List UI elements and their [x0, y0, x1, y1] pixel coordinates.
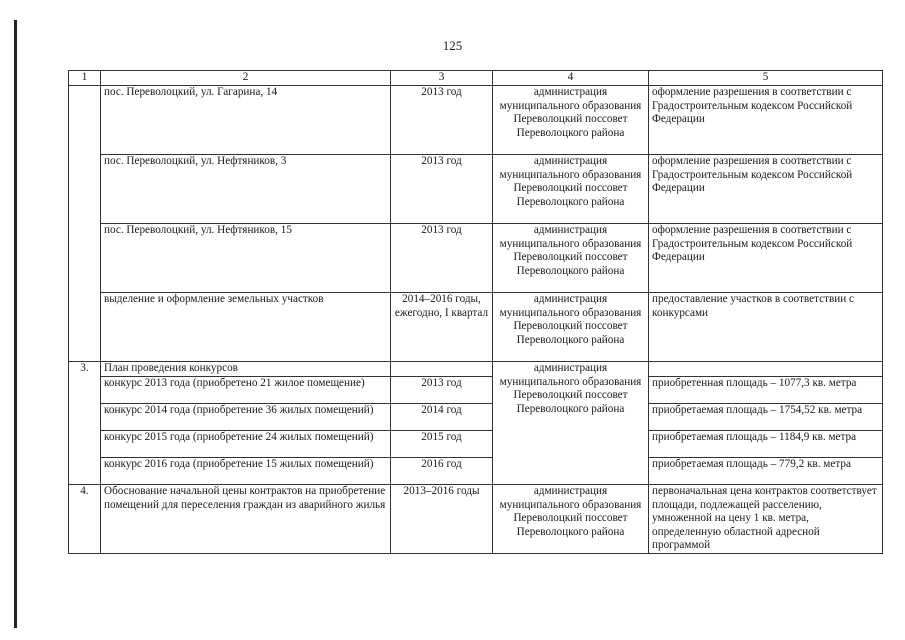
- program-table: [68, 70, 883, 554]
- table-row: [69, 155, 883, 224]
- header-cell: 2: [101, 71, 391, 86]
- table-row: [69, 293, 883, 362]
- table-row: [69, 362, 883, 377]
- term-cell: 2014 год: [391, 404, 493, 431]
- term-cell: [391, 362, 493, 377]
- result-cell: [649, 362, 883, 377]
- result-cell: оформление разрешения в соответствии с Градостроительным кодексом Российской Федерации: [649, 224, 883, 293]
- task-cell: пос. Переволоцкий, ул. Нефтяников, 15: [101, 224, 391, 293]
- term-cell: 2013 год: [391, 86, 493, 155]
- table-row: [69, 431, 883, 458]
- executor-cell: администрация муниципального образования Переволоцкий поссовет Переволоцкого района: [493, 155, 649, 224]
- result-cell: оформление разрешения в соответствии с Градостроительным кодексом Российской Федерации: [649, 155, 883, 224]
- executor-cell: администрация муниципального образования Переволоцкий поссовет Переволоцкого района: [493, 485, 649, 554]
- task-cell: пос. Переволоцкий, ул. Нефтяников, 3: [101, 155, 391, 224]
- task-cell: Обоснование начальной цены контрактов на приобретение помещений для переселения граждан из аварийного жилья: [101, 485, 391, 554]
- executor-cell: администрация муниципального образования Переволоцкий поссовет Переволоцкого района: [493, 224, 649, 293]
- row-number-cell: [69, 86, 101, 362]
- header-cell: 5: [649, 71, 883, 86]
- task-cell: пос. Переволоцкий, ул. Гагарина, 14: [101, 86, 391, 155]
- executor-cell: администрация муниципального образования Переволоцкий поссовет Переволоцкого района: [493, 362, 649, 485]
- result-cell: приобретаемая площадь – 779,2 кв. метра: [649, 458, 883, 485]
- table-row: [69, 86, 883, 155]
- page-number: 125: [442, 38, 463, 53]
- executor-cell: администрация муниципального образования Переволоцкий поссовет Переволоцкого района: [493, 86, 649, 155]
- table-row: [69, 485, 883, 554]
- term-cell: 2014–2016 годы, ежегодно, I квартал: [391, 293, 493, 362]
- table-row: [69, 404, 883, 431]
- term-cell: 2013 год: [391, 224, 493, 293]
- term-cell: 2013 год: [391, 155, 493, 224]
- table-header-row: [69, 71, 883, 86]
- header-cell: 3: [391, 71, 493, 86]
- section-title-cell: План проведения конкурсов: [101, 362, 391, 377]
- scan-edge-bar: [14, 20, 17, 628]
- header-cell: 4: [493, 71, 649, 86]
- result-cell: приобретаемая площадь – 1184,9 кв. метра: [649, 431, 883, 458]
- table-row: [69, 458, 883, 485]
- table-row: [69, 224, 883, 293]
- term-cell: 2015 год: [391, 431, 493, 458]
- task-cell: выделение и оформление земельных участков: [101, 293, 391, 362]
- row-number-cell: 3.: [69, 362, 101, 485]
- result-cell: приобретенная площадь – 1077,3 кв. метра: [649, 377, 883, 404]
- task-cell: конкурс 2013 года (приобретено 21 жилое помещение): [101, 377, 391, 404]
- term-cell: 2013 год: [391, 377, 493, 404]
- result-cell: оформление разрешения в соответствии с Градостроительным кодексом Российской Федерации: [649, 86, 883, 155]
- result-cell: первоначальная цена контрактов соответствует площади, подлежащей расселению, умноженной на цену 1 кв. метра, определенную областной адресной программой: [649, 485, 883, 554]
- term-cell: 2016 год: [391, 458, 493, 485]
- result-cell: предоставление участков в соответствии с конкурсами: [649, 293, 883, 362]
- row-number-cell: 4.: [69, 485, 101, 554]
- task-cell: конкурс 2016 года (приобретение 15 жилых помещений): [101, 458, 391, 485]
- table-row: [69, 377, 883, 404]
- term-cell: 2013–2016 годы: [391, 485, 493, 554]
- executor-cell: администрация муниципального образования Переволоцкий поссовет Переволоцкого района: [493, 293, 649, 362]
- task-cell: конкурс 2015 года (приобретение 24 жилых помещений): [101, 431, 391, 458]
- task-cell: конкурс 2014 года (приобретение 36 жилых помещений): [101, 404, 391, 431]
- result-cell: приобретаемая площадь – 1754,52 кв. метра: [649, 404, 883, 431]
- header-cell: 1: [69, 71, 101, 86]
